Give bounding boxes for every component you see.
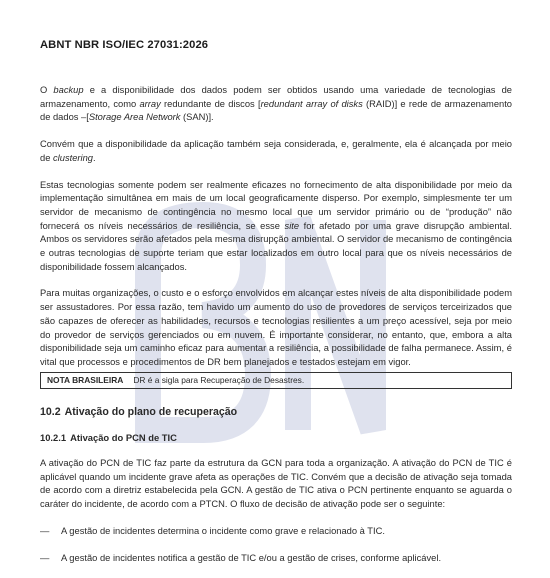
document-body <box>40 84 512 578</box>
list-dash: — <box>40 552 50 563</box>
list-dash: — <box>40 525 50 536</box>
subsection-paragraph: A ativação do PCN de TIC faz parte da estrutura da GCN para toda a organização. A ativação do PCN de TIC é aplicável quando um incidente grave afeta as operações de TIC. Convém que a decisão de ativação seja tomada de acordo com a diretriz estabelecida pela GCN. A gestão de TIC ativa o PCN pertinente enquanto se aguarda o caráter do incidente, de acordo com a PTCN. O fluxo de decisão de ativação pode ser o seguinte: <box>40 458 512 510</box>
activation-flow-list <box>40 525 512 565</box>
brazilian-note-box <box>40 372 512 389</box>
section-number: 10.2 <box>40 405 61 418</box>
section-title: Ativação do plano de recuperação <box>64 405 238 418</box>
list-item <box>40 525 512 539</box>
subsection-title: Ativação do PCN de TIC <box>70 432 177 444</box>
paragraph: Estas tecnologias somente podem ser realmente eficazes no fornecimento de alta disponibilidade por meio da implementação simultânea em mais de um local geograficamente disperso. Por exemplo, simplesmente ter um servidor de mecanismo de contingência no mesmo local que um servidor primário ou de “produção” não fornecerá os níveis necessários de resiliência, se esse site for afetado por uma grave disrupção ambiental. Ambos os servidores serão afetados pela mesma disrupção ambiental. O servidor de mecanismo de contingência e outras tecnologias de suporte teriam que estar localizados em outro local para que os níveis necessários de disponibilidade fossem alcançados. <box>40 179 512 272</box>
subsection-number: 10.2.1 <box>40 432 67 444</box>
standard-header: ABNT NBR ISO/IEC 27031:2026 <box>40 39 209 51</box>
list-item-text: A gestão de incidentes notifica a gestão de TIC e/ou a gestão de crises, conforme aplicável. <box>61 552 442 563</box>
list-item <box>40 552 512 566</box>
paragraph: Convém que a disponibilidade da aplicação também seja considerada, e, geralmente, ela é alcançada por meio de clustering. <box>40 139 512 163</box>
paragraph: O backup e a disponibilidade dos dados podem ser obtidos usando uma variedade de tecnologias de armazenamento, como array redundante de discos [redundant array of disks (RAID)] e rede de armazenamento de dados –[Storage Area Network (SAN)]. <box>40 85 513 123</box>
paragraph: Para muitas organizações, o custo e o esforço envolvidos em alcançar estes níveis de alta disponibilidade podem ser assustadores. Por essa razão, tem havido um aumento do uso de provedores de serviços terceirizados que são capazes de oferecer as habilidades, recursos e tecnologias resilientes a um preço acessível, seja por meio do provedor de serviços gerenciados ou em nuvem. É importante considerar, no entanto, que, embora a alta disponibilidade seja um caminho eficaz para aumentar a resiliência, a possibilidade de falha permanece. Assim, é vital que processos e procedimentos de DR bem planejados e testados estejam em vigor. <box>40 288 512 367</box>
list-item-text: A gestão de incidentes determina o incidente como grave e relacionado à TIC. <box>61 525 385 536</box>
note-text: DR é a sigla para Recuperação de Desastres. <box>133 374 305 385</box>
note-label: NOTA BRASILEIRA <box>47 374 124 385</box>
subsection-heading <box>40 431 512 445</box>
section-heading <box>40 406 512 420</box>
